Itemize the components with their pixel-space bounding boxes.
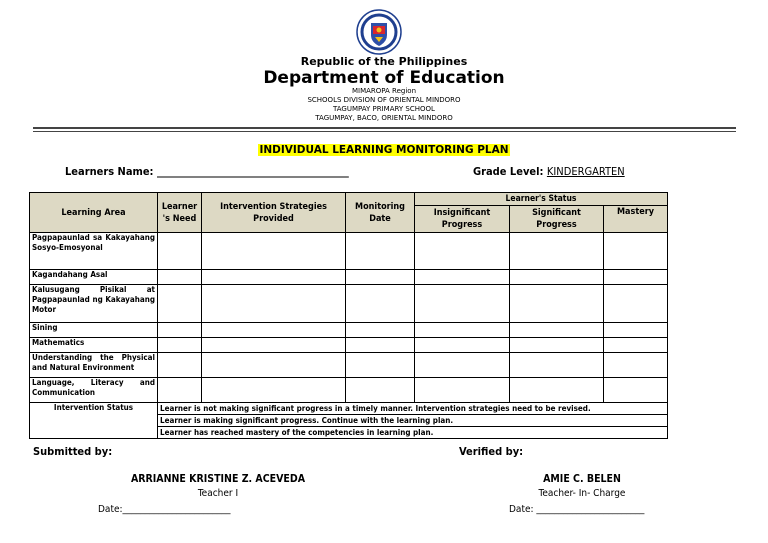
verifier-role: Teacher- In- Charge xyxy=(538,488,626,499)
grade-level-label: Grade Level: xyxy=(473,165,544,178)
school-text: TAGUMPAY PRIMARY SCHOOL xyxy=(333,105,435,113)
submitter-role: Teacher I xyxy=(197,488,239,499)
header-significant: Significant Progress xyxy=(510,206,604,233)
header-divider xyxy=(33,127,736,129)
table-row xyxy=(30,378,668,403)
header-insignificant: Insignificant Progress xyxy=(415,206,510,233)
header-divider-thin xyxy=(33,131,736,132)
table-row xyxy=(30,233,668,270)
submitter-date-line: Date:________________________ xyxy=(98,504,231,515)
deped-seal-logo xyxy=(356,9,402,55)
region-text: MIMAROPA Region xyxy=(351,87,417,95)
verifier-date-line: Date: ________________________ xyxy=(509,504,645,515)
republic-heading: Republic of the Philippines xyxy=(300,55,468,68)
submitted-by-label: Submitted by: xyxy=(33,445,113,458)
learners-name-blank: ____________________________________________ xyxy=(156,165,349,178)
submitter-name: ARRIANNE KRISTINE Z. ACEVEDA xyxy=(130,473,306,485)
verified-by-label: Verified by: xyxy=(459,445,524,458)
table-row xyxy=(30,285,668,323)
header-learning-area: Learning Area xyxy=(30,193,158,233)
table-row xyxy=(30,323,668,338)
table-row xyxy=(30,353,668,378)
grade-level-field xyxy=(473,165,625,178)
header-learners-need: Learner 's Need xyxy=(158,193,202,233)
status-text-continue: Learner is making significant progress. Continue with the learning plan. xyxy=(158,415,668,427)
department-heading: Department of Education xyxy=(263,68,505,88)
grade-level-value: KINDERGARTEN xyxy=(546,165,625,178)
table-row xyxy=(30,270,668,285)
verifier-name: AMIE C. BELEN xyxy=(543,473,621,485)
area-cell: Pagpapaunlad sa Kakayahang Sosyo-Emosyonal xyxy=(30,233,158,270)
address-text: TAGUMPAY, BACO, ORIENTAL MINDORO xyxy=(315,114,453,122)
area-cell: Sining xyxy=(30,323,158,338)
area-cell: Language, Literacy and Communication xyxy=(30,378,158,403)
table-row xyxy=(30,338,668,353)
header-mastery: Mastery xyxy=(604,206,668,233)
status-text-revise: Learner is not making significant progress in a timely manner. Intervention strategies need to be revised. xyxy=(158,403,668,415)
document-title xyxy=(0,138,768,157)
learners-name-field xyxy=(65,165,348,178)
learners-name-label: Learners Name: xyxy=(65,165,154,178)
header-learners-status: Learner's Status xyxy=(415,193,668,206)
area-cell: Mathematics xyxy=(30,338,158,353)
status-text-mastery: Learner has reached mastery of the competencies in learning plan. xyxy=(158,427,668,439)
status-row xyxy=(30,403,668,415)
header-intervention: Intervention Strategies Provided xyxy=(202,193,346,233)
area-cell: Kagandahang Asal xyxy=(30,270,158,285)
monitoring-table xyxy=(29,192,668,439)
division-text: SCHOOLS DIVISION OF ORIENTAL MINDORO xyxy=(307,96,461,104)
area-cell: Understanding the Physical and Natural Environment xyxy=(30,353,158,378)
document-title-text: INDIVIDUAL LEARNING MONITORING PLAN xyxy=(259,144,509,156)
area-cell: Kalusugang Pisikal at Pagpapaunlad ng Kakayahang Motor xyxy=(30,285,158,323)
intervention-status-label: Intervention Status xyxy=(30,403,158,439)
header-monitoring-date: Monitoring Date xyxy=(346,193,415,233)
